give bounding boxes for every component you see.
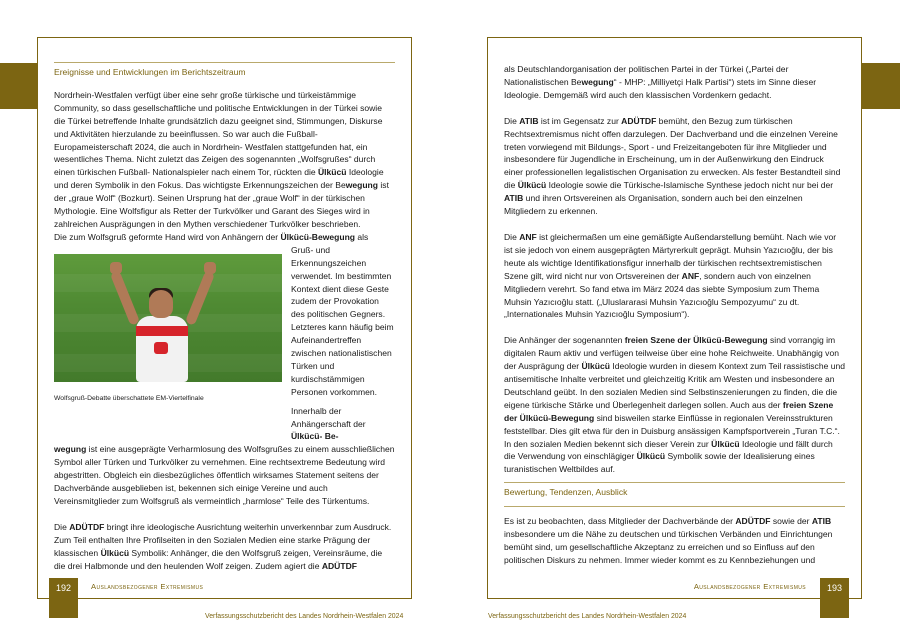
left-page-text [54, 62, 395, 586]
intro-paragraph: Nordrhein-Westfalen verfügt über eine sehr große türkische und türkeistämmige Community, so dass gesellschaftliche und politische Entwicklungen in der Türkei sowie die Türkei betreffende Inhalte grundsätzlich dazu geeignet sind, Stimmungen, Diskurse und Aktivitäten hierzulande zu beeinflussen. So war auch die Fußball-Europameisterschaft 2024, die auch in Nordrhein- Westfalen stattgefunden hat, ein wesentliches Thema. Nicht zuletzt das Zeigen des sogenannten „Wolfsgrußes“ durch einen türkischen Fußball- Nationalspieler nach einem Tor, rückten die Ülkücü Ideologie und deren Symbolik in den Fokus. Das wichtigste Erkennungszeichen der Bewegung ist der „graue Wolf“ (Bozkurt). Seinen Ursprung hat der „graue Wolf“ in der türkischen Mythologie. Eine Wolfsfigur als Retter der Turkvölker und Garant des Sieges wird in zahlreichen Ausprägungen in den Mythen verschiedener Turkvölker beschrieben. [54, 89, 389, 229]
right-running-title: Auslandsbezogener Extremismus [693, 582, 806, 591]
figure-side-text [291, 244, 395, 444]
figure-block [54, 244, 395, 444]
right-publication-line: Verfassungsschutzbericht des Landes Nordrhein-Westfalen 2024 [488, 613, 687, 620]
right-page-number: 193 [820, 578, 849, 618]
bewertung-paragraph: Es ist zu beobachten, dass Mitglieder der Dachverbände der ADÜTDF sowie der ATIB insbesondere um die Nähe zu deutschen und türkischen Verbänden und Einrichtungen bemüht sind, um gesellschaftliche Akzeptanz zu erreichen und so Einfluss auf den politischen Diskurs zu nehmen. Immer wieder kommt es zu Kennbeziehungen und [504, 516, 833, 565]
wolfsgruss-photo [54, 254, 282, 382]
continuation-paragraph: als Deutschlandorganisation der politischen Partei in der Türkei („Partei der Nationalistischen Bewegung“ - MHP: „Milliyetçi Halk Partisi“) stets im Sinne dieser Ideologie. Demgemäß wird auch den klassischen Vordenkern gedacht. [504, 64, 817, 100]
left-running-title: Auslandsbezogener Extremismus [91, 582, 204, 591]
right-page-text [504, 63, 845, 580]
left-page-number: 192 [49, 578, 78, 618]
freie-szene-paragraph: Die Anhänger der sogenannten freien Szene der Ülkücü-Bewegung sind vorrangig im digitalen Raum aktiv und verfügen teilweise über eine hohe Reichweite. Unabhängig von der Ausprägung der Ülkücü Ideologie wurden in diesem Kontext zum Teil rassistische und antisemitische Inhalte verbreitet und gleichzeitig Kritik am Westen und insbesondere an Deutschland geübt. In den sozialen Medien sind Selbstinszenierungen zu finden, die die eigene türkische Stärke und Überlegenheit darlegen sollen. Auch aus der freien Szene der Ülkücü-Bewegung sind bisweilen starke Einflüsse in regionalen Vereinsstrukturen feststellbar. Dies gilt etwa für den in Duisburg ansässigen Kampfsportverein „Turan T.C.“. In den sozialen Medien bekennt sich dieser Verein zur Ülkücü Ideologie und fällt durch die Verwendung von einschlägiger Ülkücü Symbolik sowie der Idealisierung eines turanistischen Weltbildes auf. [504, 335, 845, 475]
atib-paragraph: Die ATIB ist im Gegensatz zur ADÜTDF bemüht, den Bezug zum türkischen Rechtsextremismus nicht offen darzulegen. Der Dachverband und die einzelnen Vereine treten vorwiegend mit Bildungs-, Sport - und Freizeitangeboten für ihre Mitglieder und insbesondere für Jugendliche in Erscheinung, um in der Außenwirkung den Eindruck einer professionellen legalistischen Organisation zu erwecken. Als fester Bestandteil sind die Ülkücü Ideologie sowie die Türkische-Islamische Synthese jedoch nicht nur bei der ATIB und ihren Ortsvereinen als Organisation, sondern auch bei den einzelnen Mitgliedern zu erkennen. [504, 115, 841, 217]
photo-caption: Wolfsgruß-Debatte überschattete EM-Viertelfinale [54, 394, 204, 402]
figure-column [54, 244, 282, 444]
left-section-rule-top [54, 62, 395, 63]
anf-paragraph: Die ANF ist gleichermaßen um eine gemäßigte Außendarstellung bemüht. Nach wie vor ist sie jedoch von einem ausgeprägten Märtyrerkult geprägt. Muhsin Yazıcıoğlu, der bis heute als wichtige Identifikationsfigur innerhalb der türkischen rechtsextremistischen Szene gilt, wird nicht nur von Ortsvereinen der ANF, sondern auch von einzelnen Mitgliedern verehrt. So fand etwa im März 2024 das siebte Symposium zum Thema Muhsin Yazıcıoğlu statt. („Uluslararasi Muhsin Yazıcıoğlu Sempozyumu“ zu dt. „Internationales Muhsin Yazıcıoğlu Symposium“). [504, 231, 837, 320]
internet-side-paragraph: Innerhalb der Anhängerschaft der Ülkücü- Be- [291, 405, 366, 442]
left-publication-line: Verfassungsschutzbericht des Landes Nordrhein-Westfalen 2024 [205, 613, 404, 620]
right-page-tab [862, 63, 900, 109]
adutdf-paragraph: Die ADÜTDF bringt ihre ideologische Ausrichtung weiterhin unverkennbar zum Ausdruck. Zum Teil enthalten Ihre Profilseiten in den Sozialen Medien eine starke Prägung der klassischen Ülkücü Symbolik: Anhänger, die den Wolfsgruß zeigen, Vereinsräume, die die drei Halbmonde und den heulenden Wolf zeigen. Zudem agiert die ADÜTDF [54, 521, 392, 571]
right-section-rule-top [504, 482, 845, 483]
right-section-title: Bewertung, Tendenzen, Ausblick [504, 487, 628, 498]
left-page [37, 37, 412, 599]
wolfsgruss-lead: Die zum Wolfsgruß geformte Hand wird von Anhängern der Ülkücü-Bewegung als [54, 231, 369, 242]
wolfsgruss-side-paragraph: Gruß- und Erkennungszeichen verwendet. Im bestimmten Kontext dient diese Geste zudem der Provokation des politischen Gegners. Letzteres kann häufig beim Aufeinandertreffen zwischen nationalistischen Türken und kurdischstämmigen Personen vorkommen. [291, 244, 394, 397]
right-page [487, 37, 862, 599]
right-section-rule-bottom [504, 506, 845, 507]
left-section-title: Ereignisse und Entwicklungen im Berichtszeitraum [54, 67, 246, 77]
internet-rest-paragraph: wegung ist eine ausgeprägte Verharmlosung des Wolfsgrußes zu einem ausschließlichen Symbol aller Türken und Turkvölker zu vernehmen. Eine rechtsextreme Bedeutung wird abgestritten. Obgleich ein diesbezügliches öffentlich wirksames Statement seitens der Dachverbände ausgeblieben ist, bekennen sich einige Vereine und auch Vereinsmitglieder zum Wolfsgruß als vermeintlich „harmlose“ Teile des Türkentums. [54, 444, 395, 506]
left-page-tab [0, 63, 38, 109]
